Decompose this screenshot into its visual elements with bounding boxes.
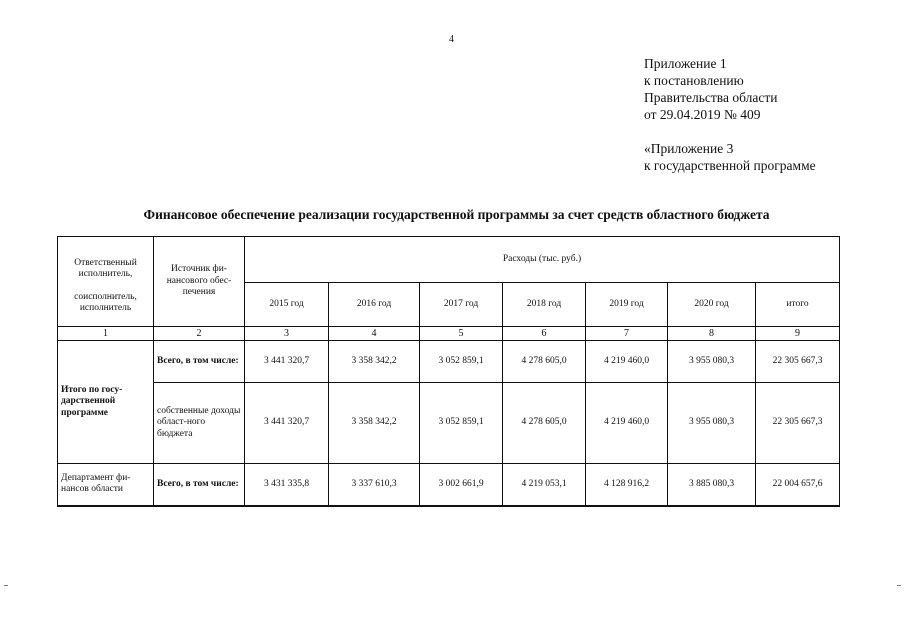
source-cell: Всего, в том числе:: [154, 464, 245, 506]
value-cell: 3 431 335,8: [245, 464, 329, 506]
value-cell: 3 052 859,1: [420, 341, 503, 383]
value-cell: 3 955 080,3: [668, 341, 756, 383]
appendix-block: [644, 55, 816, 174]
value-cell: 4 219 053,1: [503, 464, 586, 506]
value-cell: 3 955 080,3: [668, 383, 756, 464]
margin-mark: [4, 585, 8, 586]
value-cell: 3 885 080,3: [668, 464, 756, 506]
header-year: 2019 год: [586, 283, 668, 327]
column-number: 6: [503, 327, 586, 341]
value-cell: 22 305 667,3: [756, 341, 840, 383]
table-row: [58, 383, 840, 464]
header-year: 2020 год: [668, 283, 756, 327]
value-cell: 4 278 605,0: [503, 341, 586, 383]
source-cell: Всего, в том числе:: [154, 341, 245, 383]
header-expenses: Расходы (тыс. руб.): [245, 237, 840, 283]
value-cell: 4 278 605,0: [503, 383, 586, 464]
value-cell: 3 358 342,2: [329, 341, 420, 383]
value-cell: 3 052 859,1: [420, 383, 503, 464]
value-cell: 22 004 657,6: [756, 464, 840, 506]
column-number: 3: [245, 327, 329, 341]
appendix-line: к государственной программе: [644, 158, 816, 173]
appendix-line: Приложение 1: [644, 56, 727, 71]
header-year: 2018 год: [503, 283, 586, 327]
column-number-row: [58, 327, 840, 341]
value-cell: 4 219 460,0: [586, 383, 668, 464]
value-cell: 22 305 667,3: [756, 383, 840, 464]
document-title: Финансовое обеспечение реализации государственной программы за счет средств областного бюджета: [143, 207, 770, 222]
appendix-line: к постановлению: [644, 73, 744, 88]
column-number: 1: [58, 327, 154, 341]
page-number: 4: [449, 34, 454, 45]
header-responsible-line2: соисполнитель, исполнитель: [74, 291, 137, 313]
executor-cell: Итого по госу-дарственной программе: [58, 341, 154, 464]
header-responsible-line1: Ответственный исполнитель,: [74, 257, 137, 279]
value-cell: 3 002 661,9: [420, 464, 503, 506]
header-year: 2016 год: [329, 283, 420, 327]
value-cell: 3 441 320,7: [245, 341, 329, 383]
executor-cell: Департамент фи-нансов области: [58, 464, 154, 506]
value-cell: 3 441 320,7: [245, 383, 329, 464]
header-total: итого: [756, 283, 840, 327]
value-cell: 4 128 916,2: [586, 464, 668, 506]
header-responsible: [58, 237, 154, 327]
column-number: 5: [420, 327, 503, 341]
column-number: 9: [756, 327, 840, 341]
appendix-line: Правительства области: [644, 90, 778, 105]
value-cell: 3 358 342,2: [329, 383, 420, 464]
value-cell: 3 337 610,3: [329, 464, 420, 506]
header-year: 2017 год: [420, 283, 503, 327]
column-number: 4: [329, 327, 420, 341]
appendix-line: «Приложение 3: [644, 141, 734, 156]
column-number: 2: [154, 327, 245, 341]
column-number: 7: [586, 327, 668, 341]
header-year: 2015 год: [245, 283, 329, 327]
finance-table: [57, 236, 840, 507]
table-row: [58, 464, 840, 506]
source-cell: собственные доходы област-ного бюджета: [154, 383, 245, 464]
header-source: Источник фи-нансового обес-печения: [154, 237, 245, 327]
table-row: [58, 341, 840, 383]
appendix-line: от 29.04.2019 № 409: [644, 107, 761, 122]
value-cell: 4 219 460,0: [586, 341, 668, 383]
margin-mark: [897, 585, 901, 586]
column-number: 8: [668, 327, 756, 341]
